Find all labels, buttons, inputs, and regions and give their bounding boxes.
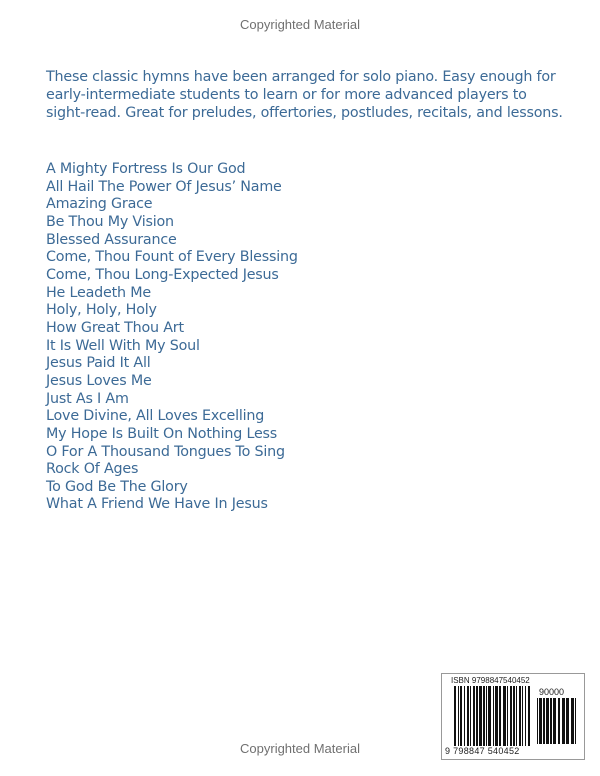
hymn-title: Come, Thou Fount of Every Blessing — [46, 249, 298, 266]
barcode-digits: 9 798847 540452 — [445, 746, 520, 756]
hymn-title: A Mighty Fortress Is Our God — [46, 161, 246, 177]
barcode-bar — [516, 686, 517, 746]
hymn-title: Come, Thou Long-Expected Jesus — [46, 266, 279, 283]
barcode-bar — [454, 686, 456, 746]
hymn-title: Jesus Loves Me — [46, 372, 152, 389]
barcode-bar — [499, 686, 501, 746]
barcode-bar — [562, 698, 565, 744]
barcode-bar — [470, 686, 471, 746]
barcode-bar — [488, 686, 491, 746]
barcode-bar — [566, 698, 569, 744]
barcode-bar — [495, 686, 498, 746]
barcode-bar — [464, 686, 465, 746]
hymn-title: To God Be The Glory — [46, 478, 188, 495]
hymn-title: O For A Thousand Tongues To Sing — [46, 443, 285, 460]
hymn-title: He Leadeth Me — [46, 284, 151, 301]
barcode-bar — [513, 686, 515, 746]
barcode-bar — [519, 686, 521, 746]
hymn-title: Just As I Am — [46, 390, 129, 407]
barcode-bar — [553, 698, 556, 744]
barcode-bar — [493, 686, 494, 746]
barcode-bar — [525, 686, 526, 746]
barcode-bar — [503, 686, 506, 746]
hymn-title: Be Thou My Vision — [46, 213, 174, 230]
barcode-bar — [460, 686, 462, 746]
hymn-title: Amazing Grace — [46, 196, 153, 213]
barcode-bar — [467, 686, 469, 746]
barcode-bar — [483, 686, 485, 746]
barcode-bar — [537, 698, 538, 744]
barcode-bar — [528, 686, 530, 746]
hymn-title: My Hope Is Built On Nothing Less — [46, 425, 278, 442]
barcode-bar — [473, 686, 475, 746]
hymn-title: How Great Thou Art — [46, 319, 184, 336]
barcode-bar — [539, 698, 542, 744]
isbn-label: ISBN 9798847540452 — [451, 676, 530, 685]
barcode-bar — [486, 686, 487, 746]
barcode-bar — [476, 686, 478, 746]
hymn-title: It Is Well With My Soul — [46, 337, 200, 354]
barcode-bar — [558, 698, 560, 744]
price-addon: 90000 — [539, 687, 565, 697]
barcode-bar — [507, 686, 508, 746]
barcode-bar — [571, 698, 574, 744]
hymn-title: Blessed Assurance — [46, 231, 177, 248]
hymn-list — [46, 161, 298, 514]
barcode-bar — [575, 698, 576, 744]
watermark-top: Copyrighted Material — [240, 17, 360, 32]
hymn-title: What A Friend We Have In Jesus — [46, 496, 268, 513]
hymn-title: Love Divine, All Loves Excelling — [46, 408, 265, 425]
hymn-title: Rock Of Ages — [46, 461, 139, 478]
watermark-bottom: Copyrighted Material — [240, 741, 360, 756]
barcode-bar — [522, 686, 523, 746]
hymn-title: All Hail The Power Of Jesus’ Name — [46, 178, 282, 195]
barcode-bar — [479, 686, 482, 746]
barcode-bar — [510, 686, 512, 746]
hymn-title: Holy, Holy, Holy — [46, 302, 157, 319]
book-description: These classic hymns have been arranged for solo piano. Easy enough for early-intermediate students to learn or for more advanced players to sight-read. Great for preludes, offertories, postludes, recitals, and lessons. — [46, 69, 563, 121]
barcode-bar — [550, 698, 552, 744]
barcode-bar — [546, 698, 549, 744]
hymn-title: Jesus Paid It All — [46, 355, 151, 372]
barcode-bar — [543, 698, 545, 744]
barcode-bar — [458, 686, 459, 746]
